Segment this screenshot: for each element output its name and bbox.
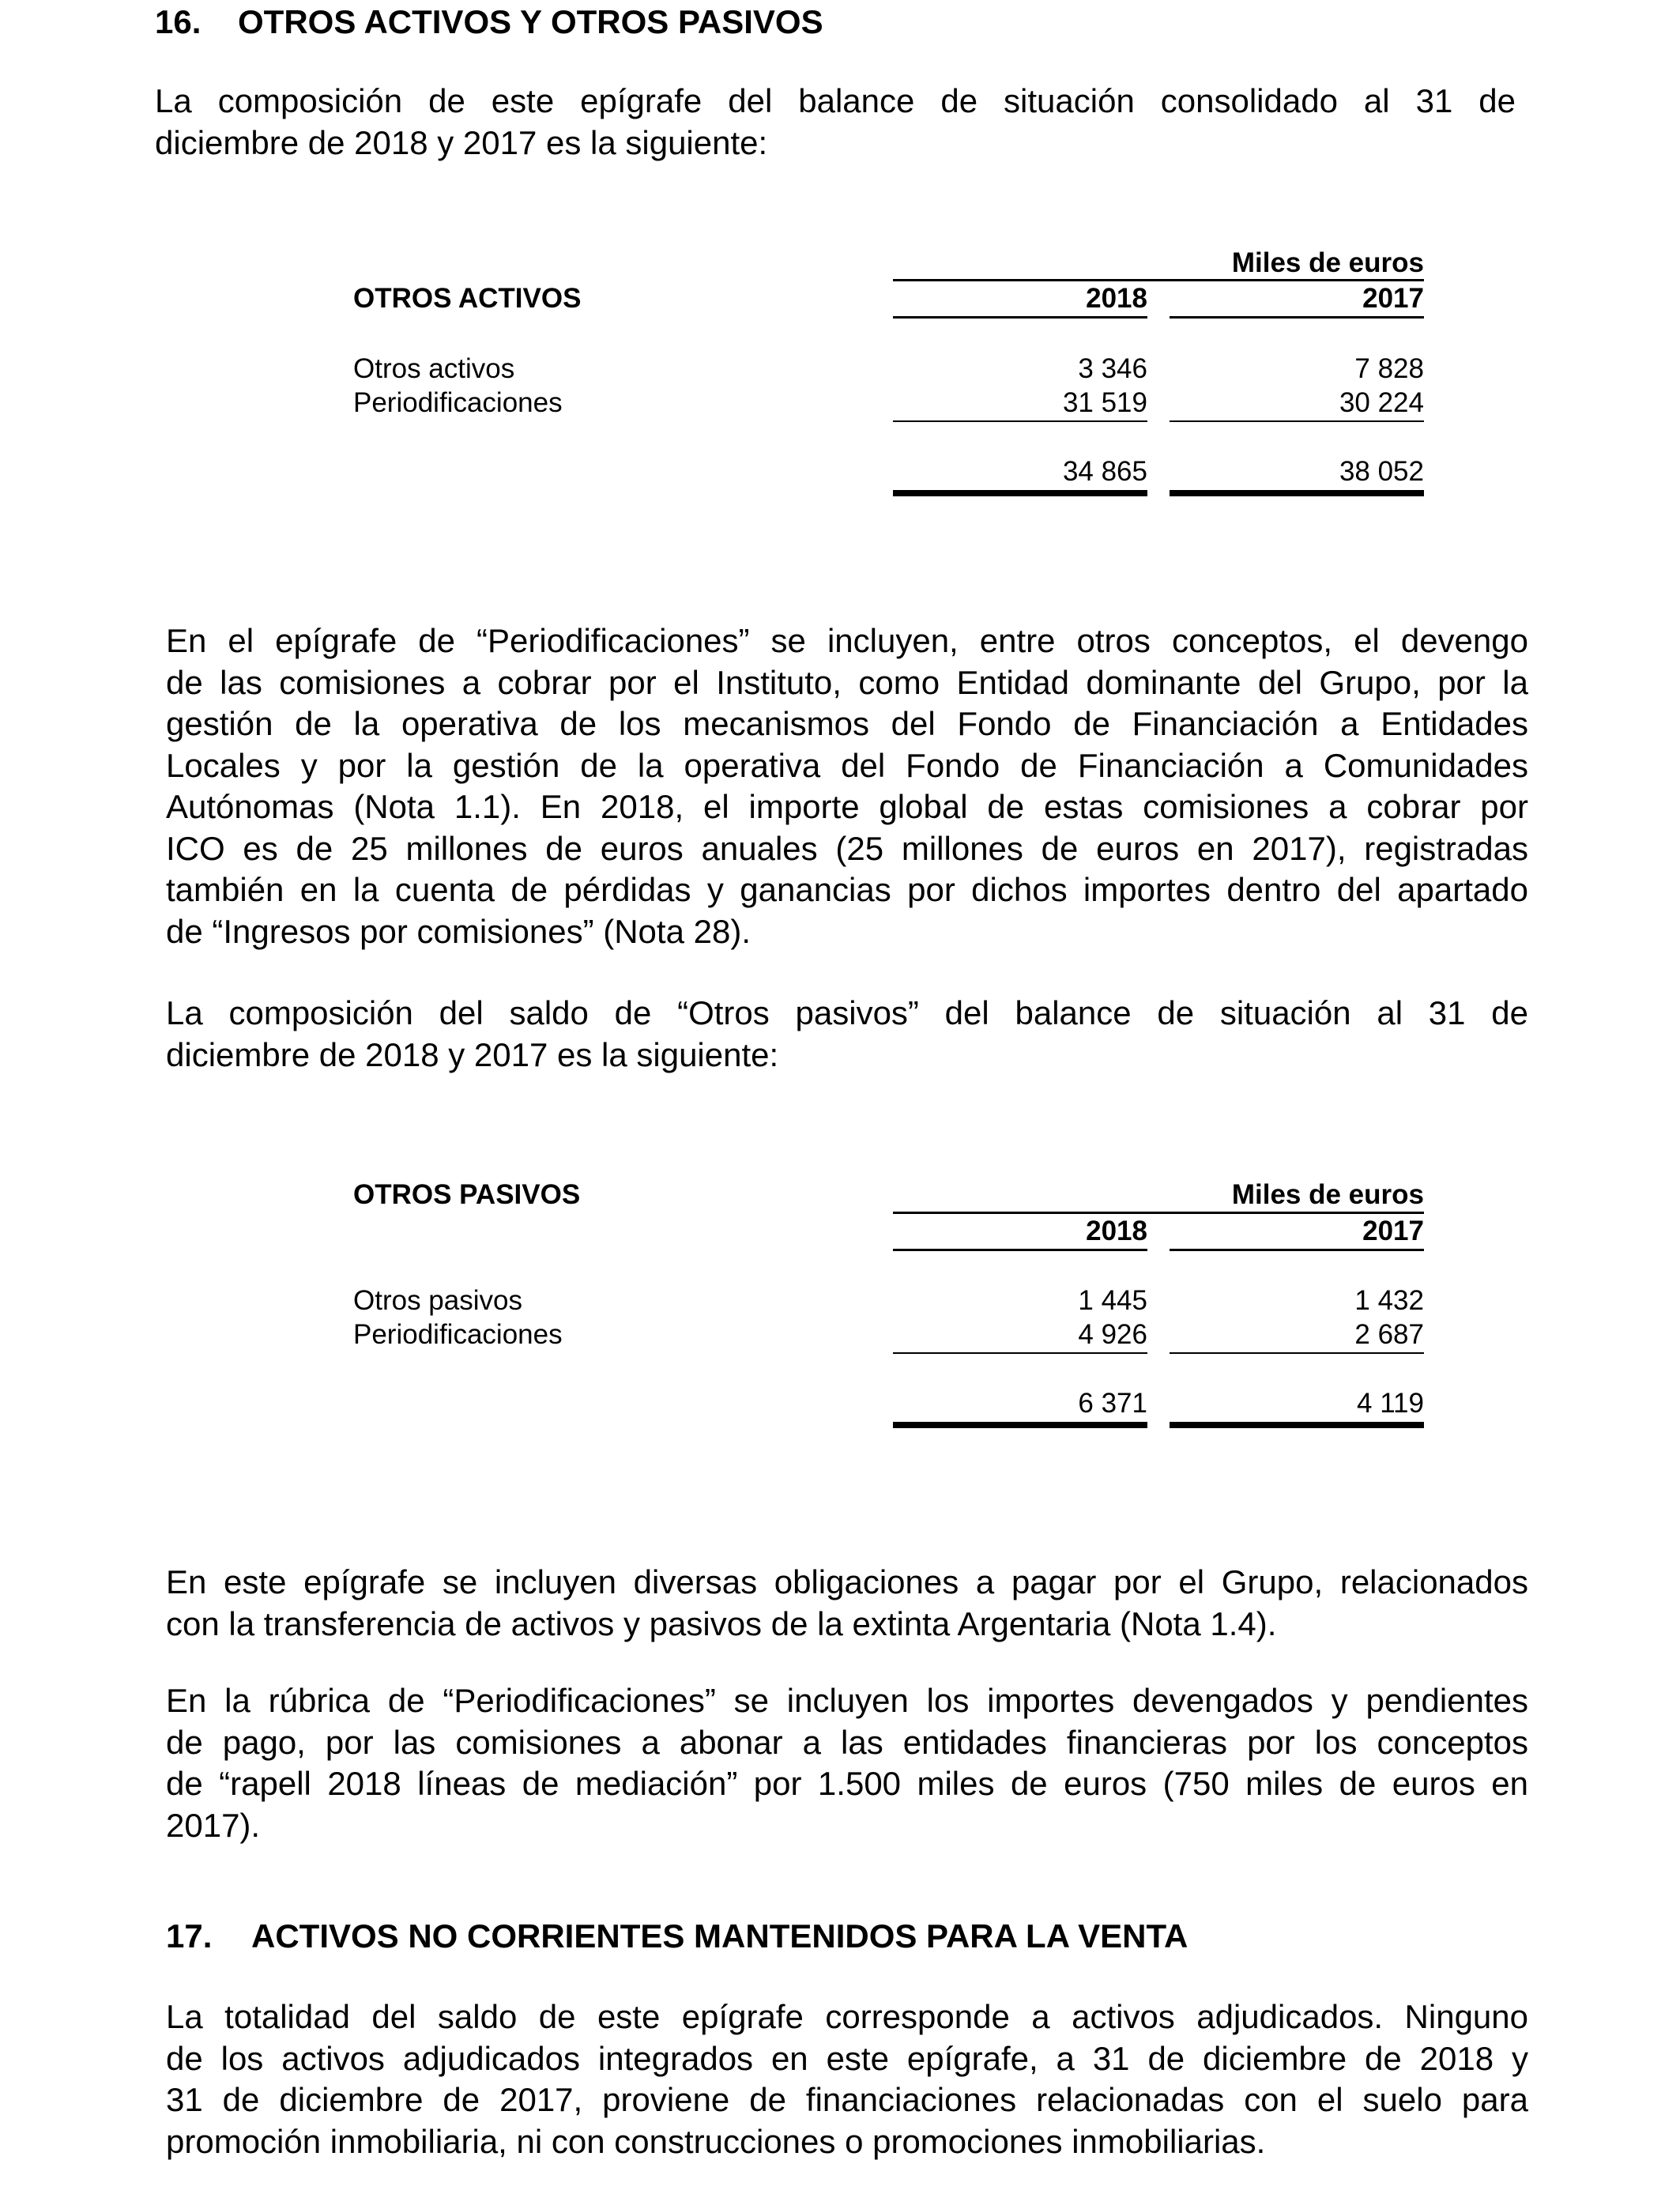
table-total: 4 119	[1357, 1388, 1424, 1419]
table-title: OTROS PASIVOS	[353, 1179, 581, 1210]
paragraph-line: En el epígrafe de “Periodificaciones” se incluyen, entre otros conceptos, el devengo	[166, 622, 1528, 659]
paragraph-line: ICO es de 25 millones de euros anuales (25 millones de euros en 2017), registradas	[166, 829, 1528, 867]
table-row-label: Otros activos	[353, 353, 515, 384]
column-header-2017: 2017	[1362, 1216, 1424, 1246]
paragraph-line: de las comisiones a cobrar por el Instituto, como Entidad dominante del Grupo, por la	[166, 663, 1528, 701]
table-total: 6 371	[1078, 1388, 1147, 1419]
paragraph-line: promoción inmobiliaria, ni con construcciones o promociones inmobiliarias.	[166, 2122, 1266, 2160]
table-total-rule	[1170, 490, 1424, 496]
table-cell: 7 828	[1354, 353, 1424, 384]
table-rule	[893, 1352, 1147, 1354]
table-row-label: Periodificaciones	[353, 387, 563, 418]
paragraph-periodificaciones	[166, 620, 1528, 952]
table-cell: 3 346	[1078, 353, 1147, 384]
table-total: 38 052	[1339, 456, 1424, 487]
table-unit-label: Miles de euros	[1231, 1179, 1424, 1210]
paragraph-rubrica	[166, 1680, 1528, 1846]
section-16-intro	[155, 81, 1516, 164]
column-header-2018: 2018	[1086, 283, 1147, 314]
table-rule	[893, 279, 1424, 281]
table-row-label: Otros pasivos	[353, 1285, 522, 1316]
table-row-label: Periodificaciones	[353, 1319, 563, 1350]
section-17-body	[166, 1996, 1528, 2162]
table-rule	[1170, 316, 1424, 319]
table-rule	[893, 1212, 1424, 1214]
paragraph-line: también en la cuenta de pérdidas y ganancias por dichos importes dentro del apartado	[166, 871, 1528, 908]
paragraph-line: La composición de este epígrafe del balance de situación consolidado al 31 de	[155, 82, 1516, 119]
paragraph-line: de “Ingresos por comisiones” (Nota 28).	[166, 912, 751, 950]
table-total-rule	[893, 490, 1147, 496]
column-header-2017: 2017	[1362, 283, 1424, 314]
paragraph-line: de “rapell 2018 líneas de mediación” por 1.500 miles de euros (750 miles de euros en	[166, 1765, 1528, 1802]
table-rule	[893, 420, 1147, 422]
paragraph-line: diciembre de 2018 y 2017 es la siguiente:	[166, 1035, 779, 1073]
column-header-2018: 2018	[1086, 1216, 1147, 1246]
table-cell: 4 926	[1078, 1319, 1147, 1350]
section-16-heading	[155, 3, 823, 41]
paragraph-line: La composición del saldo de “Otros pasivos” del balance de situación al 31 de	[166, 994, 1528, 1031]
paragraph-pasivos-intro	[166, 993, 1528, 1076]
table-cell: 1 445	[1078, 1285, 1147, 1316]
paragraph-line: 2017).	[166, 1806, 261, 1844]
paragraph-line: La totalidad del saldo de este epígrafe corresponde a activos adjudicados. Ninguno	[166, 1998, 1528, 2035]
paragraph-line: diciembre de 2018 y 2017 es la siguiente:	[155, 123, 768, 161]
table-unit-label: Miles de euros	[1231, 247, 1424, 278]
paragraph-line: gestión de la operativa de los mecanismos del Fondo de Financiación a Entidades	[166, 705, 1528, 742]
paragraph-line: 31 de diciembre de 2017, proviene de financiaciones relacionadas con el suelo para	[166, 2081, 1528, 2118]
table-cell: 30 224	[1339, 387, 1424, 418]
paragraph-line: de pago, por las comisiones a abonar a las entidades financieras por los conceptos	[166, 1723, 1528, 1761]
table-cell: 2 687	[1354, 1319, 1424, 1350]
section-16-number: 16.	[155, 3, 202, 40]
table-total: 34 865	[1062, 456, 1147, 487]
section-17-title: ACTIVOS NO CORRIENTES MANTENIDOS PARA LA VENTA	[251, 1917, 1188, 1955]
table-total-rule	[893, 1422, 1147, 1428]
section-17-heading	[166, 1917, 1188, 1955]
table-cell: 31 519	[1062, 387, 1147, 418]
section-17-number: 17.	[166, 1917, 213, 1955]
section-16-title: OTROS ACTIVOS Y OTROS PASIVOS	[238, 3, 823, 40]
table-rule	[1170, 1352, 1424, 1354]
paragraph-line: En este epígrafe se incluyen diversas obligaciones a pagar por el Grupo, relacionados	[166, 1563, 1528, 1600]
table-rule	[1170, 420, 1424, 422]
paragraph-line: de los activos adjudicados integrados en este epígrafe, a 31 de diciembre de 2018 y	[166, 2039, 1528, 2077]
table-cell: 1 432	[1354, 1285, 1424, 1316]
table-rule	[893, 1249, 1147, 1251]
paragraph-line: con la transferencia de activos y pasivos de la extinta Argentaria (Nota 1.4).	[166, 1604, 1277, 1642]
table-rule	[1170, 1249, 1424, 1251]
paragraph-line: Locales y por la gestión de la operativa del Fondo de Financiación a Comunidades	[166, 746, 1528, 784]
paragraph-line: Autónomas (Nota 1.1). En 2018, el importe global de estas comisiones a cobrar por	[166, 788, 1528, 825]
table-total-rule	[1170, 1422, 1424, 1428]
table-rule	[893, 316, 1147, 319]
paragraph-line: En la rúbrica de “Periodificaciones” se incluyen los importes devengados y pendientes	[166, 1682, 1528, 1719]
table-title: OTROS ACTIVOS	[353, 283, 582, 314]
paragraph-obligaciones	[166, 1562, 1528, 1645]
